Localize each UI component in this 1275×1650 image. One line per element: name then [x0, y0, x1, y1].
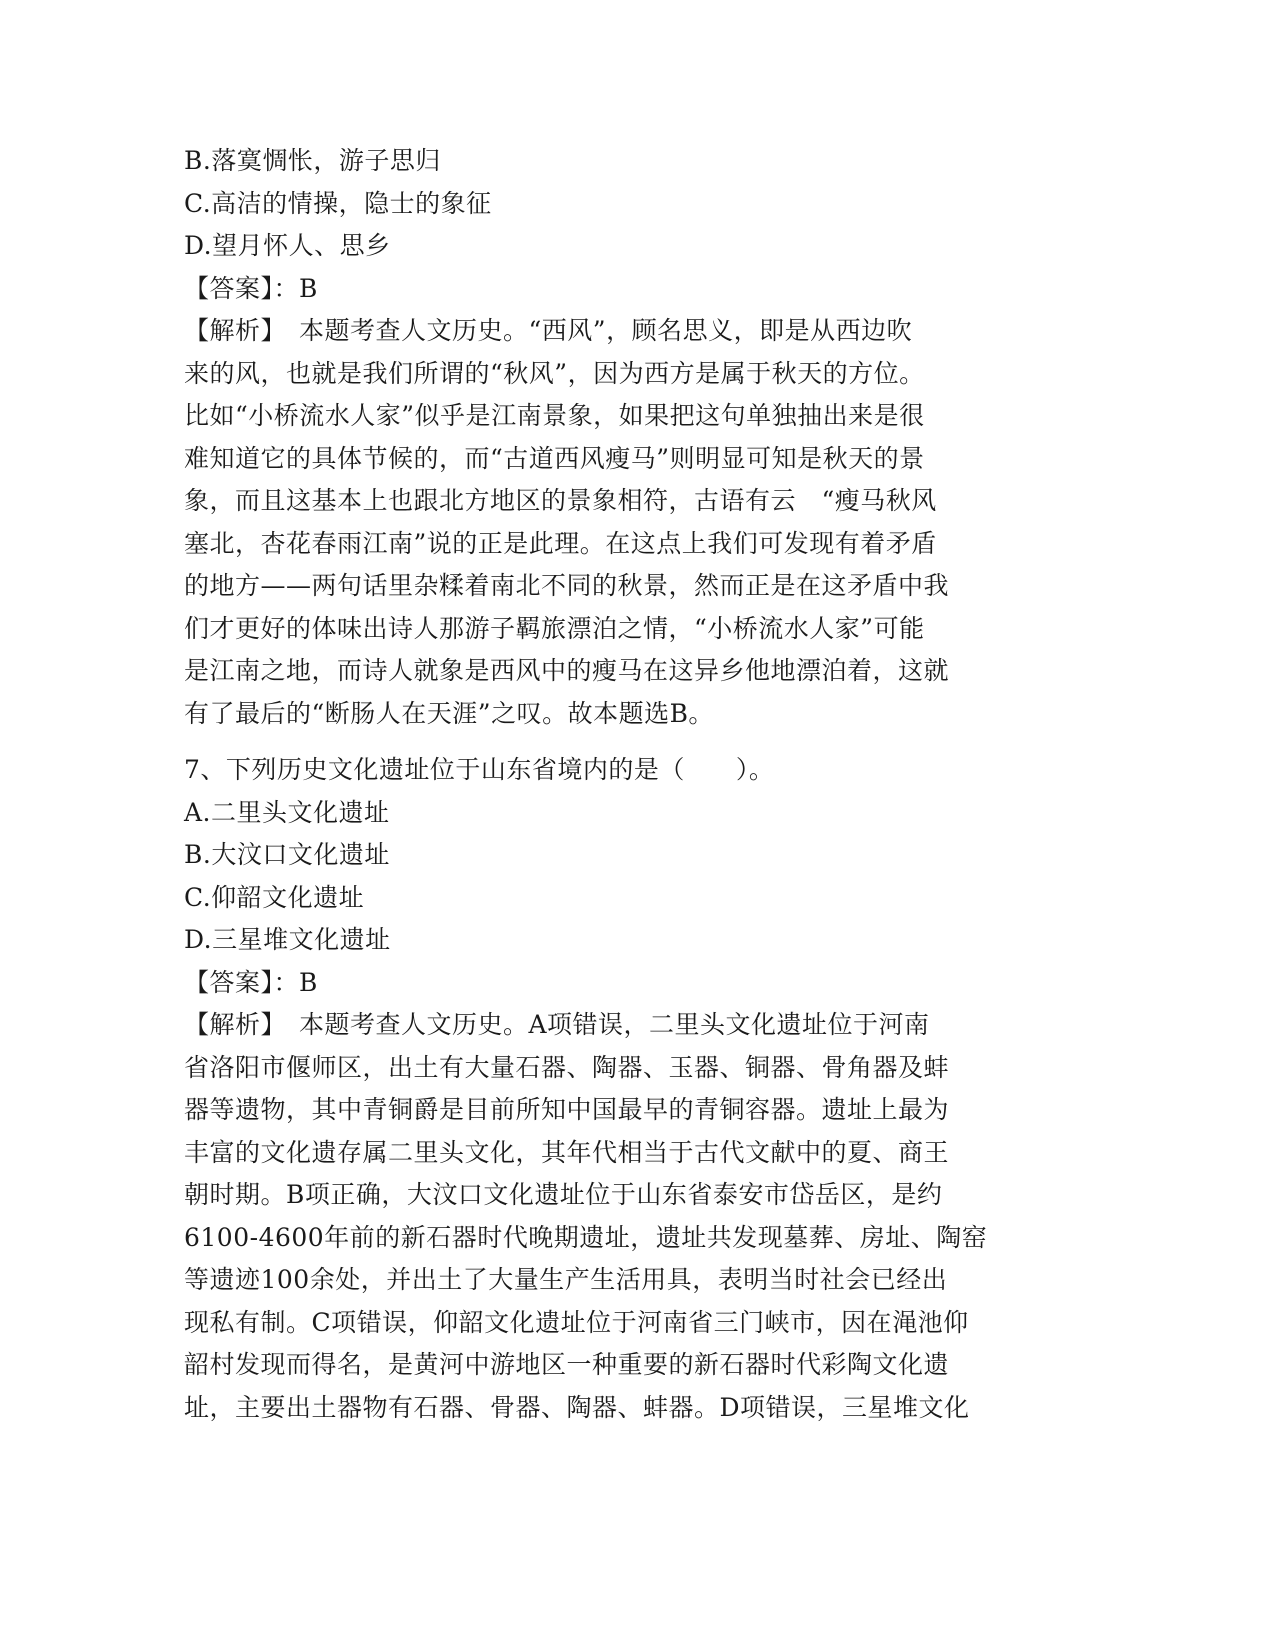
analysis-line: 器等遗物，其中青铜爵是目前所知中国最早的青铜容器。遗址上最为 [184, 1095, 950, 1124]
analysis-line: 等遗迹100余处，并出土了大量生产生活用具，表明当时社会已经出 [184, 1265, 948, 1294]
answer-line: 【答案】：B [184, 967, 318, 997]
option-b: B.大汶口文化遗址 [184, 840, 390, 869]
option-c: C.仰韶文化遗址 [184, 882, 365, 912]
analysis-line: 朝时期。B项正确，大汶口文化遗址位于山东省泰安市岱岳区，是约 [184, 1180, 943, 1209]
analysis-line: 来的风，也就是我们所谓的“秋风”，因为西方是属于秋天的方位。 [184, 358, 925, 388]
analysis-line: 现私有制。C项错误，仰韶文化遗址位于河南省三门峡市，因在渑池仰 [184, 1307, 969, 1337]
analysis-line: 比如“小桥流水人家”似乎是江南景象，如果把这句单独抽出来是很 [184, 401, 925, 430]
answer-line: 【答案】：B [184, 273, 318, 303]
option-b: B.落寞惆怅，游子思归 [184, 146, 441, 175]
analysis-line: 象，而且这基本上也跟北方地区的景象相符，古语有云 “瘦马秋风 [184, 486, 937, 515]
analysis-line: 难知道它的具体节候的，而“古道西风瘦马”则明显可知是秋天的景 [184, 443, 925, 473]
question-stem: 7、下列历史文化遗址位于山东省境内的是（ ）。 [184, 755, 775, 784]
analysis-line: 韶村发现而得名，是黄河中游地区一种重要的新石器时代彩陶文化遗 [184, 1350, 950, 1379]
option-a: A.二里头文化遗址 [184, 797, 390, 827]
analysis-line: 址，主要出土器物有石器、骨器、陶器、蚌器。D项错误，三星堆文化 [184, 1392, 970, 1422]
analysis-line: 们才更好的体味出诗人那游子羁旅漂泊之情，“小桥流水人家”可能 [184, 613, 925, 643]
question-6-section [184, 140, 1084, 735]
analysis-line: 【解析】 本题考查人文历史。A项错误，二里头文化遗址位于河南 [184, 1010, 930, 1039]
analysis-line: 省洛阳市偃师区，出土有大量石器、陶器、玉器、铜器、骨角器及蚌 [184, 1052, 950, 1082]
option-d: D.三星堆文化遗址 [184, 925, 391, 954]
analysis-line: 有了最后的“断肠人在天涯”之叹。故本题选B。 [184, 698, 714, 728]
option-c: C.高洁的情操，隐士的象征 [184, 188, 492, 218]
analysis-paragraph [184, 1004, 1084, 1429]
document-page [184, 140, 1084, 1429]
question-7-section [184, 749, 1084, 1429]
analysis-paragraph [184, 310, 1084, 735]
analysis-line: 的地方——两句话里杂糅着南北不同的秋景，然而正是在这矛盾中我 [184, 571, 950, 600]
analysis-line: 是江南之地，而诗人就象是西风中的瘦马在这异乡他地漂泊着，这就 [184, 656, 950, 685]
analysis-line: 塞北，杏花春雨江南”说的正是此理。在这点上我们可发现有着矛盾 [184, 528, 937, 558]
analysis-line: 【解析】 本题考查人文历史。“西风”，顾名思义，即是从西边吹 [184, 316, 913, 345]
section-gap [184, 735, 1084, 749]
analysis-line: 丰富的文化遗存属二里头文化，其年代相当于古代文献中的夏、商王 [184, 1137, 950, 1167]
analysis-line: 6100-4600年前的新石器时代晚期遗址，遗址共发现墓葬、房址、陶窑 [184, 1222, 988, 1252]
option-d: D.望月怀人、思乡 [184, 231, 391, 260]
